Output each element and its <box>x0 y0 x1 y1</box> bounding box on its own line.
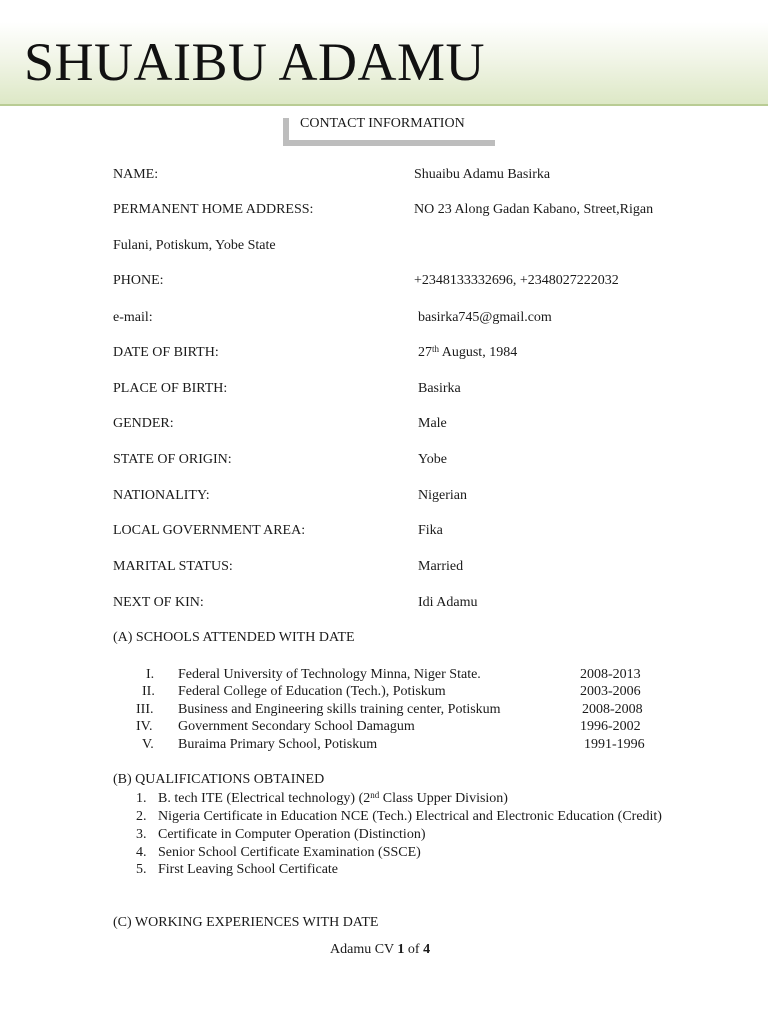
school-date: 1996-2002 <box>580 719 641 734</box>
field-value-email: basirka745@gmail.com <box>418 310 552 325</box>
field-label-email: e-mail: <box>113 310 153 325</box>
field-label-pob: PLACE OF BIRTH: <box>113 381 228 396</box>
cv-name-title: SHUAIBU ADAMU <box>24 32 486 92</box>
qualification-suffix: nd <box>370 790 380 800</box>
footer-total: 4 <box>423 942 431 957</box>
field-value-pob: Basirka <box>418 381 461 396</box>
school-date: 2008-2013 <box>580 667 641 682</box>
qualifications-heading: (B) QUALIFICATIONS OBTAINED <box>113 772 325 787</box>
qualification-num: 4. <box>136 845 147 860</box>
field-value-nationality: Nigerian <box>418 488 467 503</box>
field-label-marital: MARITAL STATUS: <box>113 559 233 574</box>
qualification-num: 2. <box>136 809 147 824</box>
field-value-lga: Fika <box>418 523 443 538</box>
qualification-item <box>158 790 508 807</box>
qualification-item: Certificate in Computer Operation (Distinction) <box>158 827 426 842</box>
qualification-num: 5. <box>136 862 147 877</box>
field-value-phone: +2348133332696, +2348027222032 <box>414 273 619 288</box>
school-date: 2003-2006 <box>580 684 641 699</box>
school-name: Government Secondary School Damagum <box>178 719 415 734</box>
qualification-item: Senior School Certificate Examination (SSCE) <box>158 845 421 860</box>
school-num: V. <box>142 737 154 752</box>
qualification-text-rest: Class Upper Division) <box>379 791 508 806</box>
field-label-phone: PHONE: <box>113 273 164 288</box>
school-num: II. <box>142 684 155 699</box>
field-value-name: Shuaibu Adamu Basirka <box>414 167 551 182</box>
school-num: IV. <box>136 719 153 734</box>
school-date: 1991-1996 <box>584 737 645 752</box>
contact-heading: CONTACT INFORMATION <box>300 116 465 131</box>
footer-prefix: Adamu CV <box>330 942 398 957</box>
school-name: Business and Engineering skills training center, Potiskum <box>178 702 501 717</box>
footer-of: of <box>404 942 424 957</box>
field-value-address: NO 23 Along Gadan Kabano, Street,Rigan <box>414 202 654 217</box>
field-label-address: PERMANENT HOME ADDRESS: <box>113 202 314 217</box>
field-address-continuation: Fulani, Potiskum, Yobe State <box>113 238 276 253</box>
field-label-gender: GENDER: <box>113 416 174 431</box>
field-label-lga: LOCAL GOVERNMENT AREA: <box>113 523 306 538</box>
qualification-text: B. tech ITE (Electrical technology) (2 <box>158 791 371 806</box>
school-num: III. <box>136 702 154 717</box>
qualification-item: Nigeria Certificate in Education NCE (Tech.) Electrical and Electronic Education (Credit) <box>158 809 662 824</box>
schools-heading: (A) SCHOOLS ATTENDED WITH DATE <box>113 630 355 645</box>
frame-bottom-bar <box>283 140 495 146</box>
qualification-item: First Leaving School Certificate <box>158 862 339 877</box>
field-value-dob <box>418 344 517 361</box>
field-label-name: NAME: <box>113 167 159 182</box>
qualification-num: 3. <box>136 827 147 842</box>
field-label-nationality: NATIONALITY: <box>113 488 210 503</box>
footer-page: 1 <box>397 942 405 957</box>
school-name: Federal University of Technology Minna, Niger State. <box>178 667 481 682</box>
school-name: Buraima Primary School, Potiskum <box>178 737 378 752</box>
dob-day: 27 <box>418 345 432 360</box>
school-date: 2008-2008 <box>582 702 643 717</box>
field-value-state: Yobe <box>418 452 447 467</box>
field-value-kin: Idi Adamu <box>418 595 478 610</box>
field-value-gender: Male <box>418 416 447 431</box>
field-label-state: STATE OF ORIGIN: <box>113 452 232 467</box>
field-value-marital: Married <box>418 559 464 574</box>
page-footer <box>330 942 430 958</box>
field-label-dob: DATE OF BIRTH: <box>113 345 219 360</box>
dob-rest: August, 1984 <box>439 345 518 360</box>
field-label-kin: NEXT OF KIN: <box>113 595 204 610</box>
dob-day-suffix: th <box>432 344 440 354</box>
qualification-num: 1. <box>136 791 147 806</box>
school-name: Federal College of Education (Tech.), Potiskum <box>178 684 446 699</box>
school-num: I. <box>146 667 155 682</box>
experience-heading: (C) WORKING EXPERIENCES WITH DATE <box>113 915 379 930</box>
